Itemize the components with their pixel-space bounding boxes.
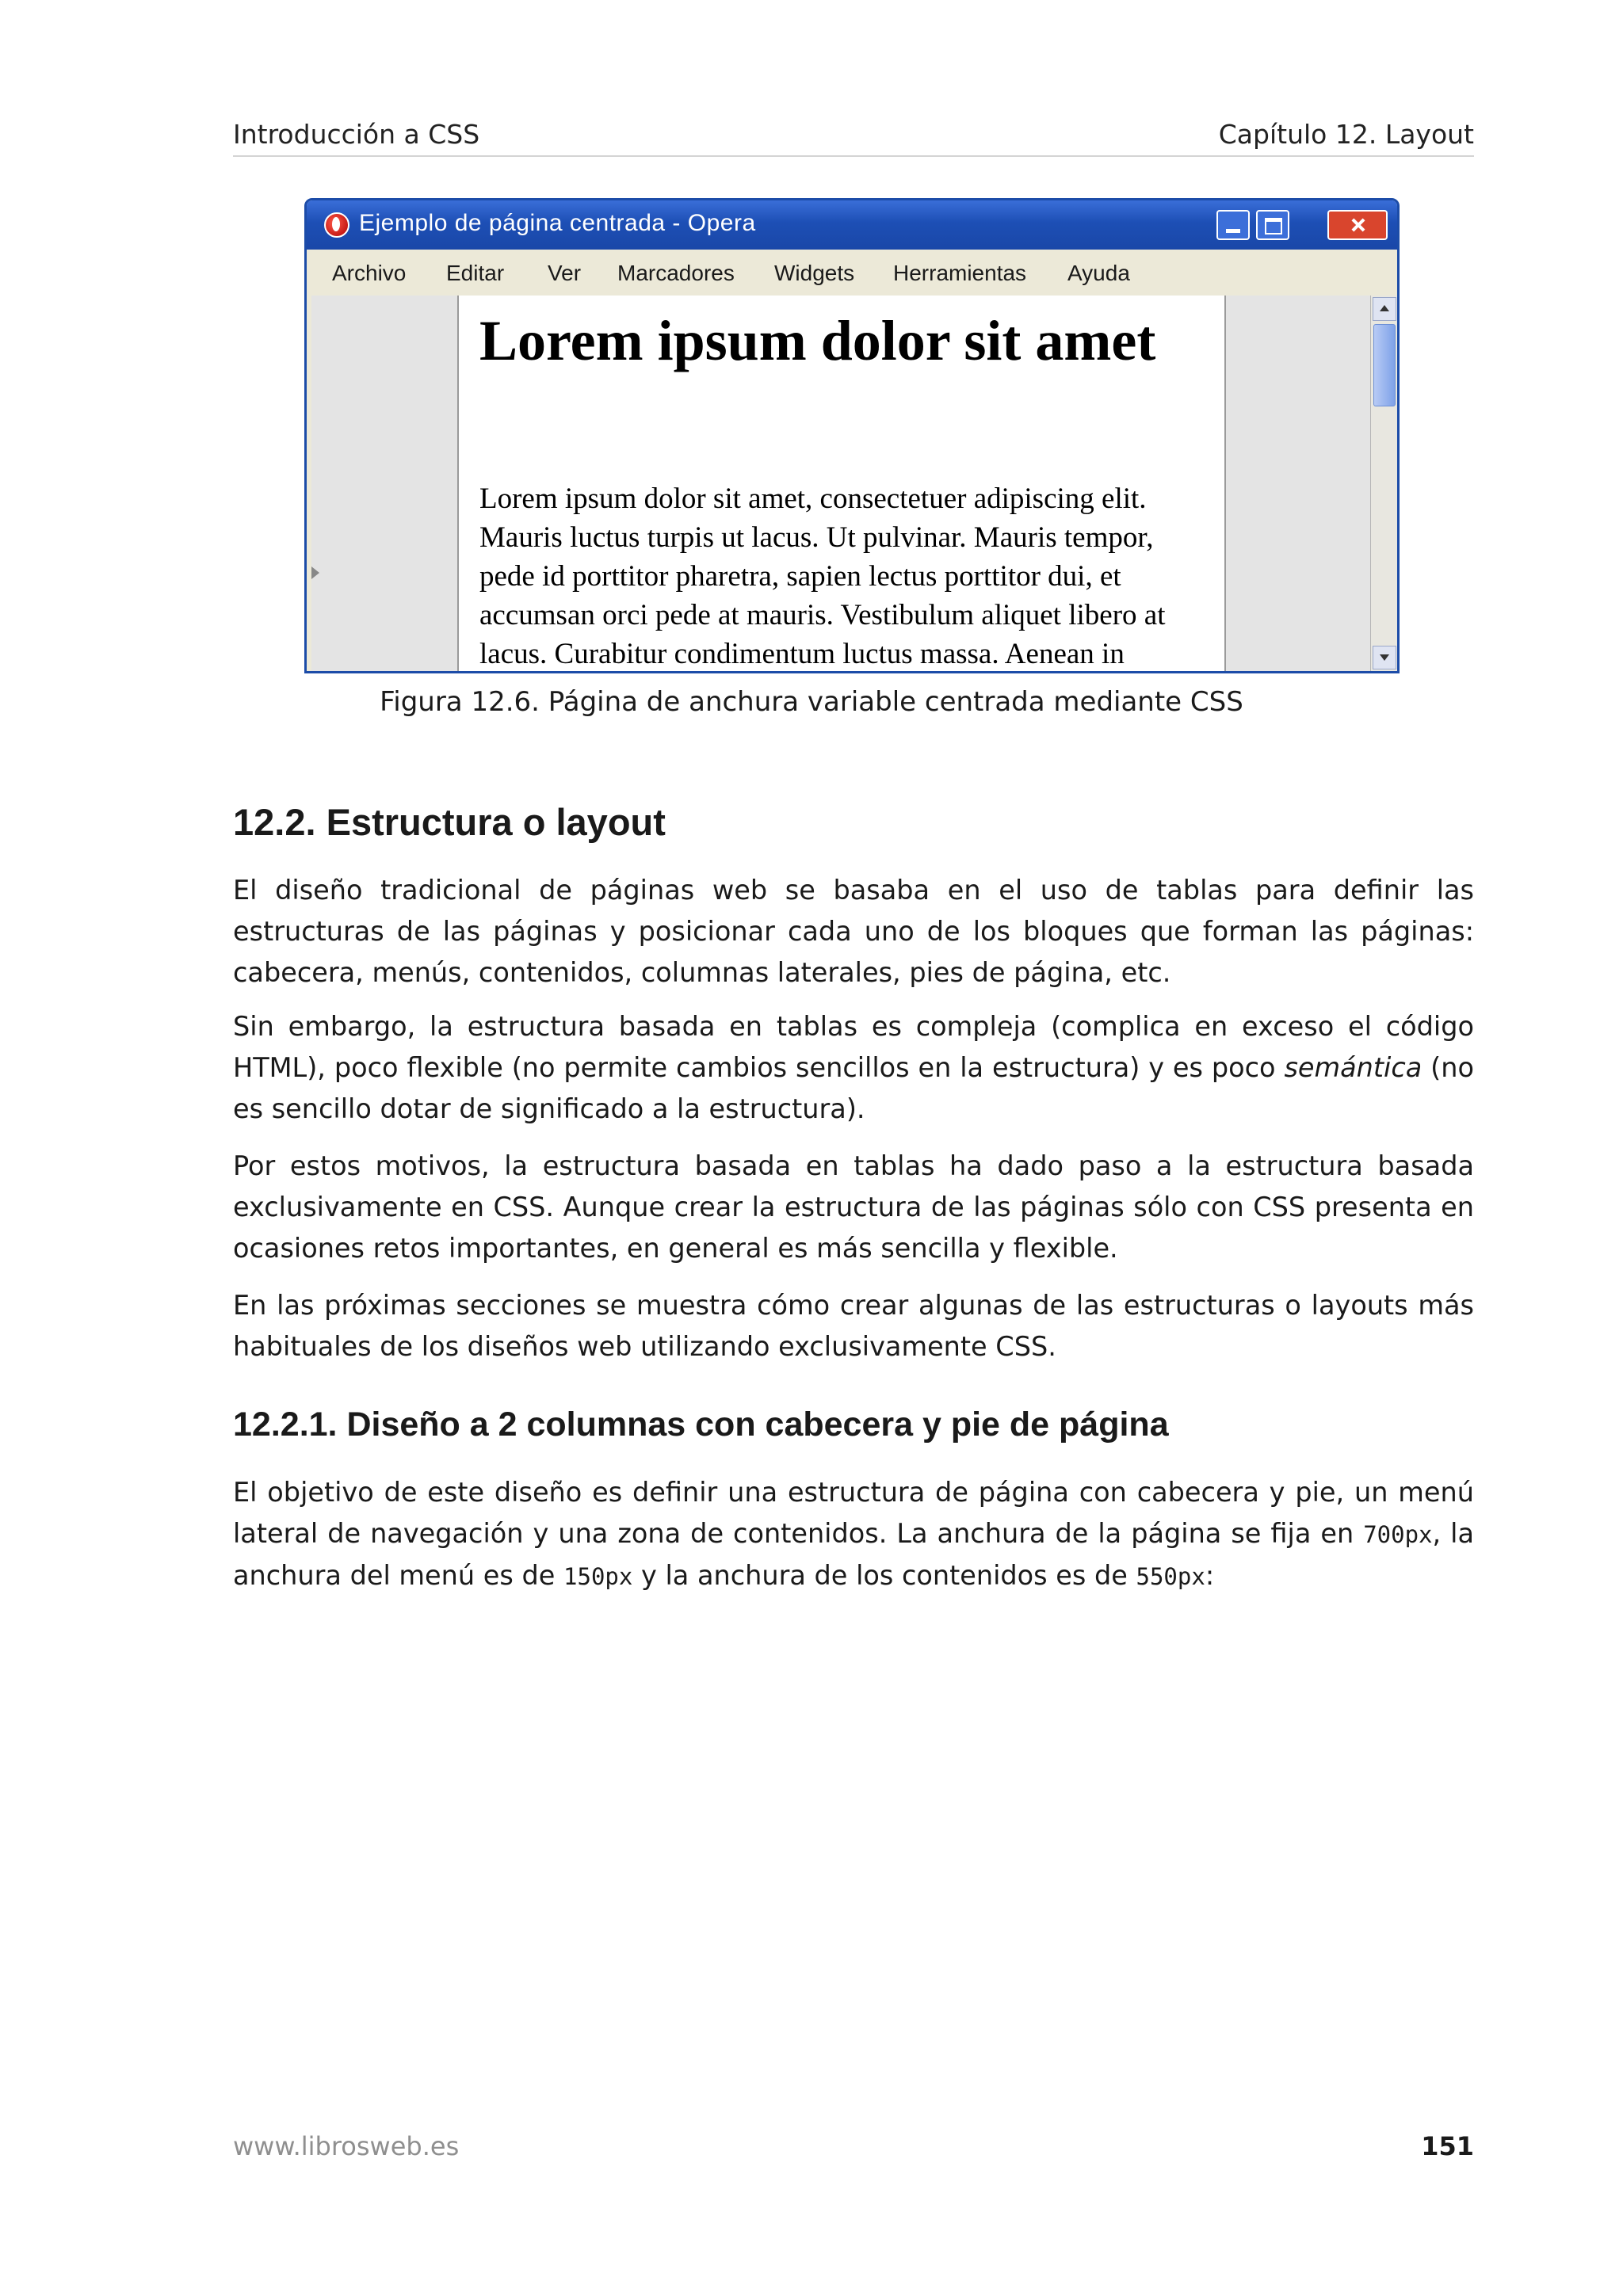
menu-item-herramientas: Herramientas — [893, 261, 1027, 285]
browser-viewport — [311, 296, 1370, 671]
menu-item-archivo: Archivo — [332, 261, 407, 285]
scroll-down-icon — [1373, 646, 1396, 669]
page-edge-marker-icon — [311, 566, 319, 579]
opera-logo-icon — [324, 212, 349, 238]
paragraph-2-text-a: Sin embargo, la estructura basada en tablas es compleja (complica en exceso el código HTML), poco flexible (no permite cambios sencillos en la estructura) y es poco — [233, 1011, 1474, 1083]
paragraph-4: En las próximas secciones se muestra cómo crear algunas de las estructuras o layouts más habituales de los diseños web utilizando exclusivamente CSS. — [233, 1290, 1474, 1362]
page-heading: Lorem ipsum dolor sit amet — [479, 309, 1156, 372]
paragraph-1: El diseño tradicional de páginas web se basaba en el uso de tablas para definir las estructuras de las páginas y posicionar cada uno de los bloques que forman las páginas: cabecera, menús, contenidos, columnas laterales, pies de página, etc. — [233, 875, 1474, 988]
paragraph-3: Por estos motivos, la estructura basada en tablas ha dado paso a la estructura basada exclusivamente en CSS. Aunque crear la estructura de las páginas sólo con CSS presenta en ocasiones retos importantes, en general es más sencilla y flexible. — [233, 1150, 1474, 1264]
menu-item-marcadores: Marcadores — [617, 261, 735, 285]
paragraph-2-text-b: (no es sencillo dotar de significado a la estructura). — [233, 1052, 1474, 1124]
menu-item-editar: Editar — [446, 261, 505, 285]
paragraph-2 — [233, 1006, 1474, 1130]
page-paragraph: Lorem ipsum dolor sit amet, consectetuer adipiscing elit. Mauris luctus turpis ut lacus. Ut pulvinar. Mauris tempor, pede id porttitor pharetra, sapien lectus porttitor dui, et accumsan orci pede at mauris. Vestibulum aliquet libero at lacus. Curabitur condimentum luctus massa. Aenean in — [479, 482, 1166, 670]
paragraph-2-emphasis: semántica — [1284, 1052, 1423, 1083]
menu-item-ver: Ver — [548, 261, 582, 285]
scroll-thumb — [1373, 324, 1396, 406]
section-title: 12.2. Estructura o layout — [233, 801, 666, 843]
vertical-scrollbar — [1370, 296, 1397, 671]
minimize-icon — [1216, 210, 1250, 240]
window-title: Ejemplo de página centrada - Opera — [359, 210, 756, 236]
centered-page-column — [457, 296, 1226, 671]
paragraph-5 — [233, 1472, 1474, 1597]
footer-url: www.librosweb.es — [233, 2131, 460, 2161]
scroll-up-icon — [1373, 297, 1396, 321]
figure-caption: Figura 12.6. Página de anchura variable centrada mediante CSS — [380, 686, 1243, 718]
paragraph-5-text-a: El objetivo de este diseño es definir una estructura de página con cabecera y pie, un menú lateral de navegación y una zona de contenidos. La anchura de la página se fija en — [233, 1477, 1474, 1549]
figure-browser-screenshot — [304, 198, 1400, 673]
code-content-width: 550px — [1136, 1563, 1205, 1590]
page-number: 151 — [1421, 2131, 1474, 2161]
header-book-title: Introducción a CSS — [233, 119, 480, 150]
paragraph-5-text-c: y la anchura de los contenidos es de — [632, 1560, 1136, 1591]
code-page-width: 700px — [1363, 1521, 1433, 1548]
paragraph-5-text-d: : — [1205, 1560, 1215, 1591]
header-chapter-title: Capítulo 12. Layout — [1218, 119, 1474, 150]
maximize-icon — [1256, 210, 1289, 240]
running-header — [233, 119, 1474, 157]
paragraph-5-text-b: , la anchura del menú es de — [233, 1518, 1475, 1591]
browser-menubar — [307, 250, 1397, 296]
window-titlebar — [307, 200, 1397, 250]
code-menu-width: 150px — [563, 1563, 633, 1590]
subsection-title: 12.2.1. Diseño a 2 columnas con cabecera y pie de página — [233, 1405, 1169, 1444]
menu-item-widgets: Widgets — [774, 261, 855, 285]
close-icon — [1327, 210, 1388, 240]
menu-item-ayuda: Ayuda — [1067, 261, 1130, 285]
